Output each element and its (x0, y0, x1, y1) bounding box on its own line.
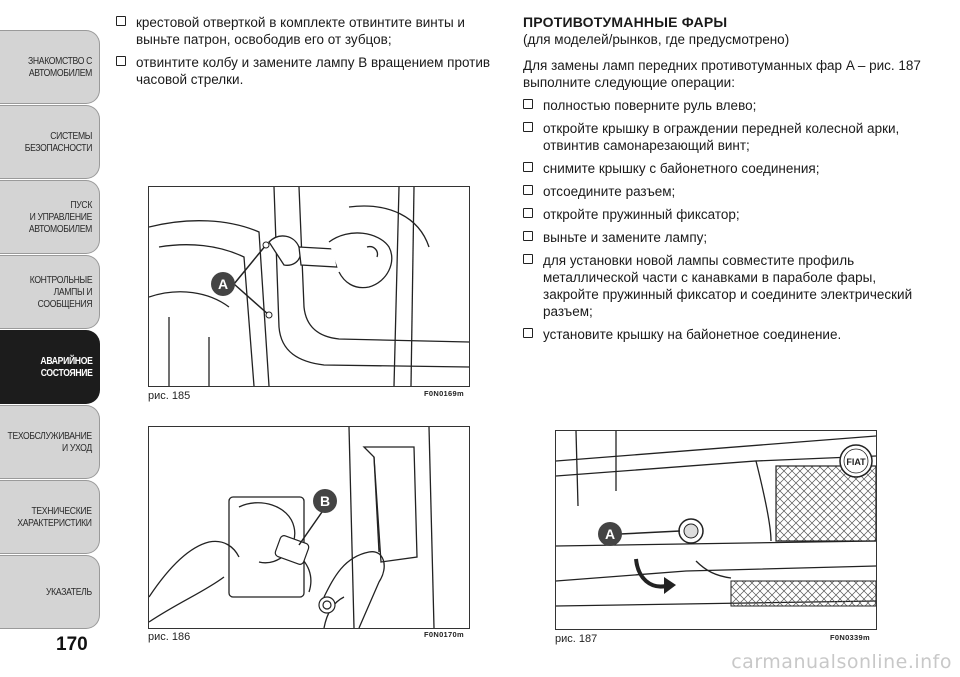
svg-text:FIAT: FIAT (846, 457, 866, 467)
tab-getting-to-know[interactable] (0, 30, 100, 104)
lamp-removal-illustration (149, 427, 469, 628)
checkbox-bullet-icon (523, 162, 533, 172)
tab-label: АВАРИЙНОЕ СОСТОЯНИЕ (39, 355, 92, 379)
checkbox-bullet-icon (116, 56, 126, 66)
list-item: установите крышку на байонетное соединение. (523, 326, 923, 343)
checkbox-bullet-icon (523, 99, 533, 109)
tab-index[interactable] (0, 555, 100, 629)
checkbox-bullet-icon (116, 16, 126, 26)
tab-label: СИСТЕМЫ БЕЗОПАСНОСТИ (24, 130, 92, 154)
left-column (116, 14, 496, 94)
list-item: крестовой отверткой в комплекте отвинтите винты и выньте патрон, освободив его от зубцов; (116, 14, 496, 48)
figure-caption: рис. 187 (555, 633, 598, 645)
figure-187-image (555, 430, 877, 630)
svg-text:B: B (319, 493, 331, 509)
tab-label: УКАЗАТЕЛЬ (46, 586, 92, 598)
list-item: отвинтите колбу и замените лампу B вращением против часовой стрелки. (116, 54, 496, 88)
list-item: откройте пружинный фиксатор; (523, 206, 923, 223)
section-subheading: (для моделей/рынков, где предусмотрено) (523, 32, 790, 47)
tab-maintenance[interactable] (0, 405, 100, 479)
tab-label: ТЕХНИЧЕСКИЕ ХАРАКТЕРИСТИКИ (17, 505, 92, 529)
svg-text:A: A (604, 526, 616, 542)
list-item: полностью поверните руль влево; (523, 97, 923, 114)
tab-label: КОНТРОЛЬНЫЕ ЛАМПЫ И СООБЩЕНИЯ (29, 274, 92, 310)
checkbox-bullet-icon (523, 122, 533, 132)
checkbox-bullet-icon (523, 208, 533, 218)
figure-code: F0N0169m (424, 389, 464, 398)
checkbox-bullet-icon (523, 185, 533, 195)
tab-emergency[interactable] (0, 330, 100, 404)
checkbox-bullet-icon (523, 254, 533, 264)
list-item: снимите крышку с байонетного соединения; (523, 160, 923, 177)
list-item: для установки новой лампы совместите профиль металлической части с канавками в параболе фары, закройте пружинный фиксатор и соедините электрический разъем; (523, 252, 923, 320)
figure-caption: рис. 186 (148, 631, 191, 643)
figure-code: F0N0339m (830, 633, 870, 642)
tab-technical-specs[interactable] (0, 480, 100, 554)
chapter-sidebar (0, 0, 100, 640)
figure-code: F0N0170m (424, 630, 464, 639)
front-bumper-illustration (556, 431, 876, 629)
list-item: откройте крышку в ограждении передней колесной арки, отвинтив самонарезающий винт; (523, 120, 923, 154)
section-heading: ПРОТИВОТУМАННЫЕ ФАРЫ (523, 14, 728, 30)
figure-185-image (148, 186, 470, 387)
list-item: выньте и замените лампу; (523, 229, 923, 246)
svg-text:A: A (217, 276, 229, 292)
tab-starting-driving[interactable] (0, 180, 100, 254)
figure-caption: рис. 185 (148, 390, 191, 402)
tab-warning-lights[interactable] (0, 255, 100, 329)
page-number: 170 (56, 634, 88, 655)
watermark-text: carmanualsonline.info (731, 651, 952, 673)
tab-safety-systems[interactable] (0, 105, 100, 179)
rear-lamp-illustration (149, 187, 469, 386)
tab-label: ТЕХОБСЛУЖИВАНИЕ И УХОД (7, 430, 92, 454)
list-item: отсоедините разъем; (523, 183, 923, 200)
checkbox-bullet-icon (523, 328, 533, 338)
right-column (523, 14, 923, 349)
tab-label: ЗНАКОМСТВО С АВТОМОБИЛЕМ (28, 55, 92, 79)
checkbox-bullet-icon (523, 231, 533, 241)
figure-186-image (148, 426, 470, 629)
tab-label: ПУСК И УПРАВЛЕНИЕ АВТОМОБИЛЕМ (28, 199, 92, 235)
intro-paragraph: Для замены ламп передних противотуманных фар A – рис. 187 выполните следующие операции: (523, 58, 921, 90)
fiat-logo (840, 445, 872, 477)
